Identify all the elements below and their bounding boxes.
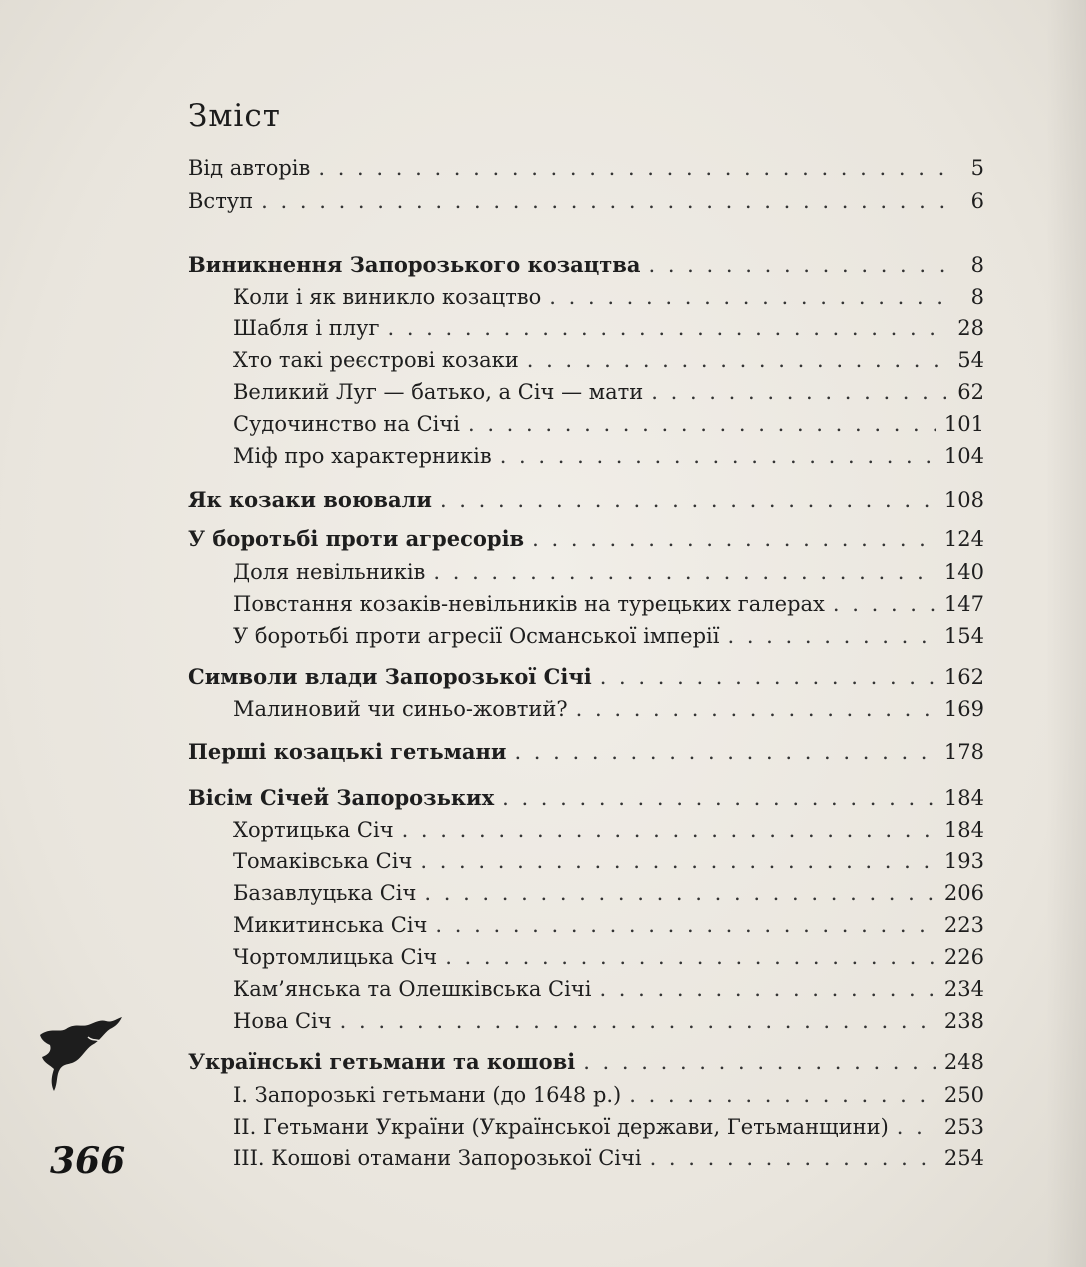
toc-subentry-page: 250 xyxy=(943,1083,984,1107)
dot-leader xyxy=(514,737,935,767)
toc-subentry xyxy=(233,409,984,439)
toc-section-page: 248 xyxy=(943,1050,984,1074)
toc-subentry-page: 169 xyxy=(943,697,984,721)
dot-leader xyxy=(576,694,936,724)
toc-subentry xyxy=(233,1006,984,1036)
toc-entry-label: Від авторів xyxy=(188,156,311,180)
toc-section xyxy=(188,524,984,554)
dot-leader xyxy=(897,1112,936,1142)
toc-subentry xyxy=(233,1143,984,1173)
toc-subentry-page: 253 xyxy=(943,1115,984,1139)
toc-entry-label: Вступ xyxy=(188,189,254,213)
toc-subentry-label: ІІ. Гетьмани України (Української держави, Гетьманщини) xyxy=(233,1115,889,1139)
toc-subentry-label: Кам’янська та Олешківська Січі xyxy=(233,977,592,1001)
toc-subentry xyxy=(233,282,984,312)
dot-leader xyxy=(727,621,935,651)
toc-section-page: 184 xyxy=(943,786,984,810)
dot-leader xyxy=(387,313,946,343)
toc-subentry xyxy=(233,441,984,471)
toc-subentry-label: Базавлуцька Січ xyxy=(233,881,417,905)
page-edge-shadow xyxy=(1046,0,1086,1267)
toc-subentry-page: 54 xyxy=(957,348,984,372)
dot-leader xyxy=(549,282,946,312)
toc-subentry xyxy=(233,557,984,587)
toc-subentry-label: Доля невільників xyxy=(233,560,426,584)
toc-subentry xyxy=(233,313,984,343)
dot-leader xyxy=(318,153,946,183)
dot-leader xyxy=(599,974,935,1004)
toc-subentry-label: Хто такі реєстрові козаки xyxy=(233,348,519,372)
toc-subentry-page: 234 xyxy=(943,977,984,1001)
toc-subentry-page: 184 xyxy=(943,818,984,842)
toc-section-page: 108 xyxy=(943,488,984,512)
toc-subentry xyxy=(233,910,984,940)
dot-leader xyxy=(440,485,936,515)
cossack-ornament-icon xyxy=(30,1005,130,1095)
toc-section xyxy=(188,737,984,767)
toc-subentry-page: 101 xyxy=(943,412,984,436)
toc-section-page: 8 xyxy=(970,253,984,277)
dot-leader xyxy=(433,557,936,587)
dot-leader xyxy=(629,1080,936,1110)
toc-section-label: Виникнення Запорозького козацтва xyxy=(188,252,641,277)
toc-subentry-label: Повстання козаків-невільників на турецьких галерах xyxy=(233,592,825,616)
toc-subentry-label: Микитинська Січ xyxy=(233,913,428,937)
toc-subentry xyxy=(233,878,984,908)
toc-section-label: Як козаки воювали xyxy=(188,487,432,512)
dot-leader xyxy=(833,589,936,619)
toc-entry xyxy=(188,186,984,216)
dot-leader xyxy=(650,1143,936,1173)
toc-subentry xyxy=(233,694,984,724)
toc-section xyxy=(188,250,984,280)
dot-leader xyxy=(420,846,936,876)
toc-section-label: Перші козацькі гетьмани xyxy=(188,739,507,764)
toc-subentry xyxy=(233,974,984,1004)
toc-subentry xyxy=(233,589,984,619)
toc-section-page: 178 xyxy=(943,740,984,764)
toc-subentry-page: 238 xyxy=(943,1009,984,1033)
toc-section xyxy=(188,1047,984,1077)
toc-section-label: У боротьбі проти агресорів xyxy=(188,526,525,551)
toc-subentry-page: 193 xyxy=(943,849,984,873)
toc-section-page: 162 xyxy=(943,665,984,689)
dot-leader xyxy=(402,815,936,845)
page-title: Зміст xyxy=(188,98,281,134)
toc-section-page: 124 xyxy=(943,527,984,551)
dot-leader xyxy=(261,186,946,216)
toc-subentry-label: Міф про характерників xyxy=(233,444,492,468)
toc-subentry-label: У боротьбі проти агресії Османської імперії xyxy=(233,624,720,648)
toc-subentry-page: 254 xyxy=(943,1146,984,1170)
toc-subentry xyxy=(233,942,984,972)
toc-subentry xyxy=(233,815,984,845)
dot-leader xyxy=(648,250,946,280)
toc-subentry xyxy=(233,377,984,407)
dot-leader xyxy=(500,441,936,471)
toc-subentry-label: Шабля і плуг xyxy=(233,316,380,340)
toc-section-label: Символи влади Запорозької Січі xyxy=(188,664,592,689)
dot-leader xyxy=(583,1047,936,1077)
toc-subentry-label: Хортицька Січ xyxy=(233,818,394,842)
toc-subentry-label: Чортомлицька Січ xyxy=(233,945,438,969)
toc-subentry-page: 8 xyxy=(970,285,984,309)
dot-leader xyxy=(424,878,936,908)
toc-section-label: Вісім Січей Запорозьких xyxy=(188,785,495,810)
toc-subentry-page: 104 xyxy=(943,444,984,468)
toc-subentry-page: 62 xyxy=(957,380,984,404)
dot-leader xyxy=(340,1006,936,1036)
toc-section-label: Українські гетьмани та кошові xyxy=(188,1049,576,1074)
toc-subentry-label: Малиновий чи синьо-жовтий? xyxy=(233,697,568,721)
toc-subentry-page: 226 xyxy=(943,945,984,969)
toc-subentry-page: 28 xyxy=(957,316,984,340)
dot-leader xyxy=(502,783,936,813)
toc-subentry-label: Томаківська Січ xyxy=(233,849,413,873)
toc-entry xyxy=(188,153,984,183)
toc-subentry-label: І. Запорозькі гетьмани (до 1648 р.) xyxy=(233,1083,622,1107)
dot-leader xyxy=(527,345,946,375)
dot-leader xyxy=(651,377,946,407)
dot-leader xyxy=(468,409,936,439)
toc-entry-page: 5 xyxy=(970,156,984,180)
toc-subentry-page: 140 xyxy=(943,560,984,584)
toc-subentry-label: Судочинство на Січі xyxy=(233,412,460,436)
table-of-contents xyxy=(188,0,984,1267)
toc-subentry-page: 154 xyxy=(943,624,984,648)
dot-leader xyxy=(445,942,936,972)
toc-subentry-label: Коли і як виникло козацтво xyxy=(233,285,542,309)
dot-leader xyxy=(435,910,935,940)
dot-leader xyxy=(532,524,936,554)
toc-subentry-label: Нова Січ xyxy=(233,1009,332,1033)
toc-subentry-page: 223 xyxy=(943,913,984,937)
toc-subentry xyxy=(233,1112,984,1142)
toc-subentry xyxy=(233,1080,984,1110)
page-number: 366 xyxy=(50,1140,126,1182)
toc-subentry-label: ІІІ. Кошові отамани Запорозької Січі xyxy=(233,1146,642,1170)
toc-section xyxy=(188,783,984,813)
toc-subentry xyxy=(233,621,984,651)
toc-subentry-page: 206 xyxy=(943,881,984,905)
toc-subentry xyxy=(233,345,984,375)
toc-subentry-label: Великий Луг — батько, а Січ — мати xyxy=(233,380,644,404)
toc-section xyxy=(188,662,984,692)
toc-subentry xyxy=(233,846,984,876)
toc-section xyxy=(188,485,984,515)
toc-subentry-page: 147 xyxy=(943,592,984,616)
dot-leader xyxy=(600,662,936,692)
toc-entry-page: 6 xyxy=(970,189,984,213)
